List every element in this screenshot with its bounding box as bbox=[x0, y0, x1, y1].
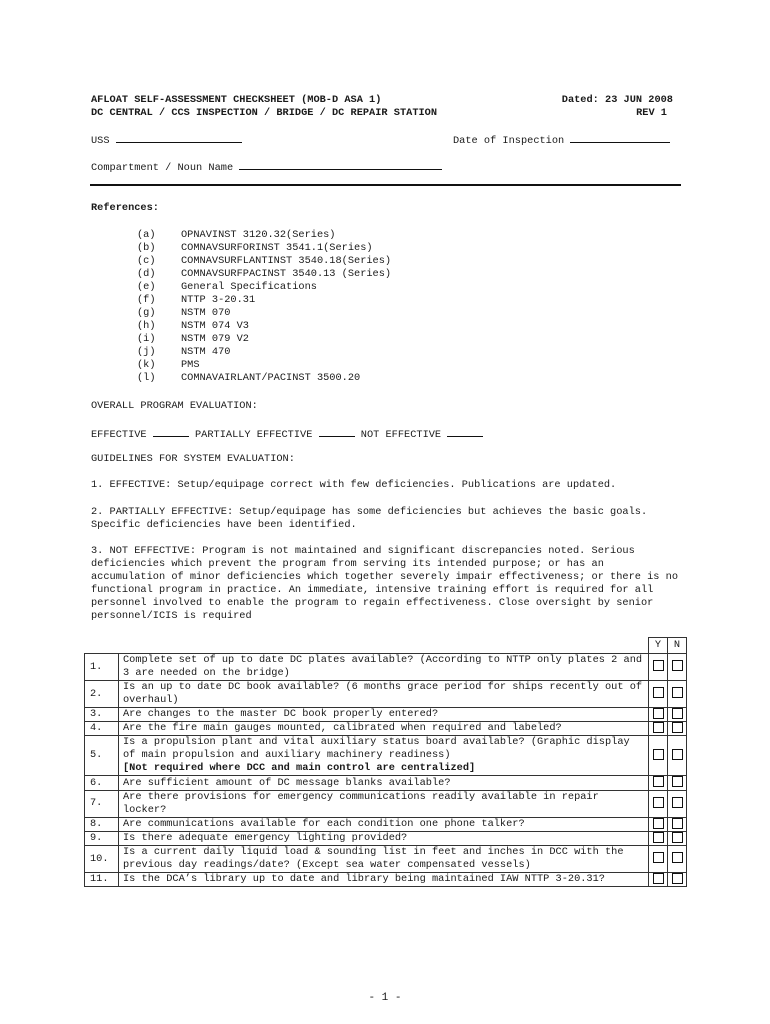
checklist-question bbox=[119, 873, 649, 887]
no-cell bbox=[668, 708, 687, 722]
checklist-row bbox=[85, 776, 687, 790]
not-effective-blank[interactable] bbox=[447, 427, 483, 437]
no-checkbox[interactable] bbox=[672, 832, 683, 843]
checklist-item-number: 5. bbox=[85, 736, 119, 776]
no-cell bbox=[668, 831, 687, 845]
reference-letter: (a) bbox=[137, 229, 156, 241]
checklist-item-number: 8. bbox=[85, 817, 119, 831]
checklist-item-number: 3. bbox=[85, 708, 119, 722]
checklist-question-note: [Not required where DCC and main control are centralized] bbox=[123, 762, 476, 775]
yes-cell bbox=[649, 831, 668, 845]
checklist-row bbox=[85, 846, 687, 873]
yes-checkbox[interactable] bbox=[653, 776, 664, 787]
checklist-question-text: Complete set of up to date DC plates available? (According to NTTP only plates 2 and 3 are needed on the bridge) bbox=[123, 654, 643, 679]
checklist-question bbox=[119, 776, 649, 790]
checklist-question bbox=[119, 846, 649, 873]
reference-item bbox=[137, 281, 391, 294]
yes-checkbox[interactable] bbox=[653, 708, 664, 719]
no-cell bbox=[668, 873, 687, 887]
reference-item bbox=[137, 242, 391, 255]
checklist-row bbox=[85, 736, 687, 776]
reference-item bbox=[137, 346, 391, 359]
yes-cell bbox=[649, 790, 668, 817]
checklist-item-number: 7. bbox=[85, 790, 119, 817]
document-revision: REV 1 bbox=[636, 107, 667, 119]
reference-letter: (g) bbox=[137, 307, 156, 319]
no-cell bbox=[668, 817, 687, 831]
checklist-question bbox=[119, 790, 649, 817]
checklist-row bbox=[85, 831, 687, 845]
checklist-question bbox=[119, 681, 649, 708]
no-cell bbox=[668, 846, 687, 873]
no-cell bbox=[668, 654, 687, 681]
effective-blank[interactable] bbox=[153, 427, 189, 437]
header-divider bbox=[90, 184, 681, 186]
checklist-question-text: Are sufficient amount of DC message blanks available? bbox=[123, 776, 451, 789]
checklist-item-number: 6. bbox=[85, 776, 119, 790]
no-column-header: N bbox=[668, 638, 687, 654]
checklist-question bbox=[119, 654, 649, 681]
reference-letter: (k) bbox=[137, 359, 156, 371]
checklist-question bbox=[119, 722, 649, 736]
references-title: References: bbox=[91, 202, 159, 214]
reference-letter: (c) bbox=[137, 255, 156, 267]
document-subtitle: DC CENTRAL / CCS INSPECTION / BRIDGE / DC REPAIR STATION bbox=[91, 107, 438, 119]
reference-text: COMNAVAIRLANT/PACINST 3500.20 bbox=[181, 372, 361, 384]
yes-cell bbox=[649, 776, 668, 790]
partially-effective-blank[interactable] bbox=[319, 427, 355, 437]
checklist-question-text: Is there adequate emergency lighting provided? bbox=[123, 831, 408, 844]
checklist-item-number: 1. bbox=[85, 654, 119, 681]
yes-column-header: Y bbox=[649, 638, 668, 654]
checklist-header-row bbox=[85, 638, 687, 654]
checklist-item-number: 2. bbox=[85, 681, 119, 708]
checklist-question-text: Is a propulsion plant and vital auxiliary status board available? (Graphic display of main propulsion and auxiliary machinery readiness) bbox=[123, 736, 630, 762]
yes-checkbox[interactable] bbox=[653, 832, 664, 843]
checklist-question-text: Is an up to date DC book available? (6 months grace period for ships recently out of overhaul) bbox=[123, 681, 643, 706]
reference-text: General Specifications bbox=[181, 281, 317, 293]
yes-cell bbox=[649, 817, 668, 831]
compartment-label: Compartment / Noun Name bbox=[91, 162, 234, 174]
guideline-effective: 1. EFFECTIVE: Setup/equipage correct with few deficiencies. Publications are updated. bbox=[91, 479, 617, 491]
guidelines-title: GUIDELINES FOR SYSTEM EVALUATION: bbox=[91, 453, 295, 465]
page-number: - 1 - bbox=[368, 992, 402, 1004]
checklist-question-text: Are the fire main gauges mounted, calibrated when required and labeled? bbox=[123, 722, 562, 735]
checklist-row bbox=[85, 873, 687, 887]
no-checkbox[interactable] bbox=[672, 797, 683, 808]
checklist-question bbox=[119, 708, 649, 722]
checklist-question bbox=[119, 736, 649, 776]
yes-checkbox[interactable] bbox=[653, 749, 664, 760]
yes-checkbox[interactable] bbox=[653, 660, 664, 671]
checklist-question-text: Are changes to the master DC book properly entered? bbox=[123, 708, 439, 721]
yes-cell bbox=[649, 736, 668, 776]
reference-item bbox=[137, 307, 391, 320]
yes-cell bbox=[649, 654, 668, 681]
no-cell bbox=[668, 736, 687, 776]
yes-cell bbox=[649, 708, 668, 722]
reference-text: NSTM 470 bbox=[181, 346, 231, 358]
checklist-table bbox=[84, 637, 687, 887]
document-title: AFLOAT SELF-ASSESSMENT CHECKSHEET (MOB-D ASA 1) bbox=[91, 94, 382, 106]
yes-cell bbox=[649, 722, 668, 736]
no-cell bbox=[668, 722, 687, 736]
reference-letter: (f) bbox=[137, 294, 156, 306]
checklist-row bbox=[85, 708, 687, 722]
no-checkbox[interactable] bbox=[672, 749, 683, 760]
reference-text: COMNAVSURFLANTINST 3540.18(Series) bbox=[181, 255, 392, 267]
checklist-row bbox=[85, 790, 687, 817]
uss-label: USS bbox=[91, 135, 110, 147]
compartment-blank[interactable] bbox=[239, 160, 442, 170]
checklist-question bbox=[119, 831, 649, 845]
checklist-question bbox=[119, 817, 649, 831]
checklist-question-text: Is the DCA’s library up to date and library being maintained IAW NTTP 3-20.31? bbox=[123, 873, 605, 886]
inspection-date-field bbox=[453, 133, 670, 148]
reference-text: COMNAVSURFORINST 3541.1(Series) bbox=[181, 242, 373, 254]
reference-letter: (j) bbox=[137, 346, 156, 358]
reference-item bbox=[137, 229, 391, 242]
reference-text: NSTM 070 bbox=[181, 307, 231, 319]
no-checkbox[interactable] bbox=[672, 722, 683, 733]
reference-item bbox=[137, 333, 391, 346]
reference-item bbox=[137, 320, 391, 333]
no-cell bbox=[668, 790, 687, 817]
evaluation-options bbox=[91, 427, 691, 442]
checklist-item-number: 10. bbox=[85, 846, 119, 873]
yes-checkbox[interactable] bbox=[653, 797, 664, 808]
reference-text: NTTP 3-20.31 bbox=[181, 294, 256, 306]
no-checkbox[interactable] bbox=[672, 873, 683, 884]
checklist-question-text: Are communications available for each condition one phone talker? bbox=[123, 817, 525, 830]
reference-item bbox=[137, 294, 391, 307]
yes-checkbox[interactable] bbox=[653, 722, 664, 733]
uss-field bbox=[91, 133, 242, 148]
yes-checkbox[interactable] bbox=[653, 818, 664, 829]
reference-letter: (b) bbox=[137, 242, 156, 254]
no-cell bbox=[668, 681, 687, 708]
reference-item bbox=[137, 372, 391, 385]
references-list bbox=[137, 229, 391, 385]
reference-letter: (l) bbox=[137, 372, 156, 384]
overall-evaluation-title: OVERALL PROGRAM EVALUATION: bbox=[91, 400, 258, 412]
uss-blank[interactable] bbox=[116, 133, 242, 143]
yes-checkbox[interactable] bbox=[653, 852, 664, 863]
reference-item bbox=[137, 359, 391, 372]
checklist-question-text: Are there provisions for emergency communications readily available in repair locker? bbox=[123, 790, 599, 816]
yes-cell bbox=[649, 873, 668, 887]
guideline-partially-effective: 2. PARTIALLY EFFECTIVE: Setup/equipage has some deficiencies but achieves the basic goals. Specific deficiencies have been identified. bbox=[91, 506, 648, 531]
reference-item bbox=[137, 268, 391, 281]
no-cell bbox=[668, 776, 687, 790]
reference-item bbox=[137, 255, 391, 268]
checklist-question-text: Is a current daily liquid load & sounding list in feet and inches in DCC with the previous day readings/date? (Except sea water compensated vessels) bbox=[123, 846, 624, 872]
yes-cell bbox=[649, 681, 668, 708]
checklist-row bbox=[85, 817, 687, 831]
reference-letter: (h) bbox=[137, 320, 156, 332]
no-checkbox[interactable] bbox=[672, 660, 683, 671]
yes-checkbox[interactable] bbox=[653, 687, 664, 698]
no-checkbox[interactable] bbox=[672, 687, 683, 698]
reference-text: NSTM 079 V2 bbox=[181, 333, 249, 345]
reference-text: PMS bbox=[181, 359, 200, 371]
guideline-not-effective: 3. NOT EFFECTIVE: Program is not maintained and significant discrepancies noted. Serious deficiencies which prevent the program from serving its intended purpose; or has an accumulation of minor deficiencies which together severely impair effectiveness; or there is no functional program in practice. An immediate, intensive training effort is required for all personnel involved to enable the program to regain effectiveness. Close oversight by senior personnel/ICIS is required bbox=[91, 545, 679, 622]
yes-checkbox[interactable] bbox=[653, 873, 664, 884]
checklist-row bbox=[85, 654, 687, 681]
effective-label: EFFECTIVE bbox=[91, 429, 147, 441]
checklist-item-number: 4. bbox=[85, 722, 119, 736]
compartment-field bbox=[91, 160, 442, 175]
yes-cell bbox=[649, 846, 668, 873]
inspection-date-label: Date of Inspection bbox=[453, 135, 565, 147]
reference-letter: (d) bbox=[137, 268, 156, 280]
no-checkbox[interactable] bbox=[672, 818, 683, 829]
reference-letter: (i) bbox=[137, 333, 156, 345]
not-effective-label: NOT EFFECTIVE bbox=[360, 429, 442, 441]
no-checkbox[interactable] bbox=[672, 776, 683, 787]
inspection-date-blank[interactable] bbox=[570, 133, 670, 143]
reference-text: COMNAVSURFPACINST 3540.13 (Series) bbox=[181, 268, 392, 280]
no-checkbox[interactable] bbox=[672, 852, 683, 863]
reference-text: NSTM 074 V3 bbox=[181, 320, 249, 332]
reference-text: OPNAVINST 3120.32(Series) bbox=[181, 229, 336, 241]
partially-effective-label: PARTIALLY EFFECTIVE bbox=[195, 429, 313, 441]
checklist-item-number: 11. bbox=[85, 873, 119, 887]
document-date: Dated: 23 JUN 2008 bbox=[561, 94, 673, 106]
checklist-row bbox=[85, 722, 687, 736]
no-checkbox[interactable] bbox=[672, 708, 683, 719]
checklist-row bbox=[85, 681, 687, 708]
checklist-item-number: 9. bbox=[85, 831, 119, 845]
reference-letter: (e) bbox=[137, 281, 156, 293]
